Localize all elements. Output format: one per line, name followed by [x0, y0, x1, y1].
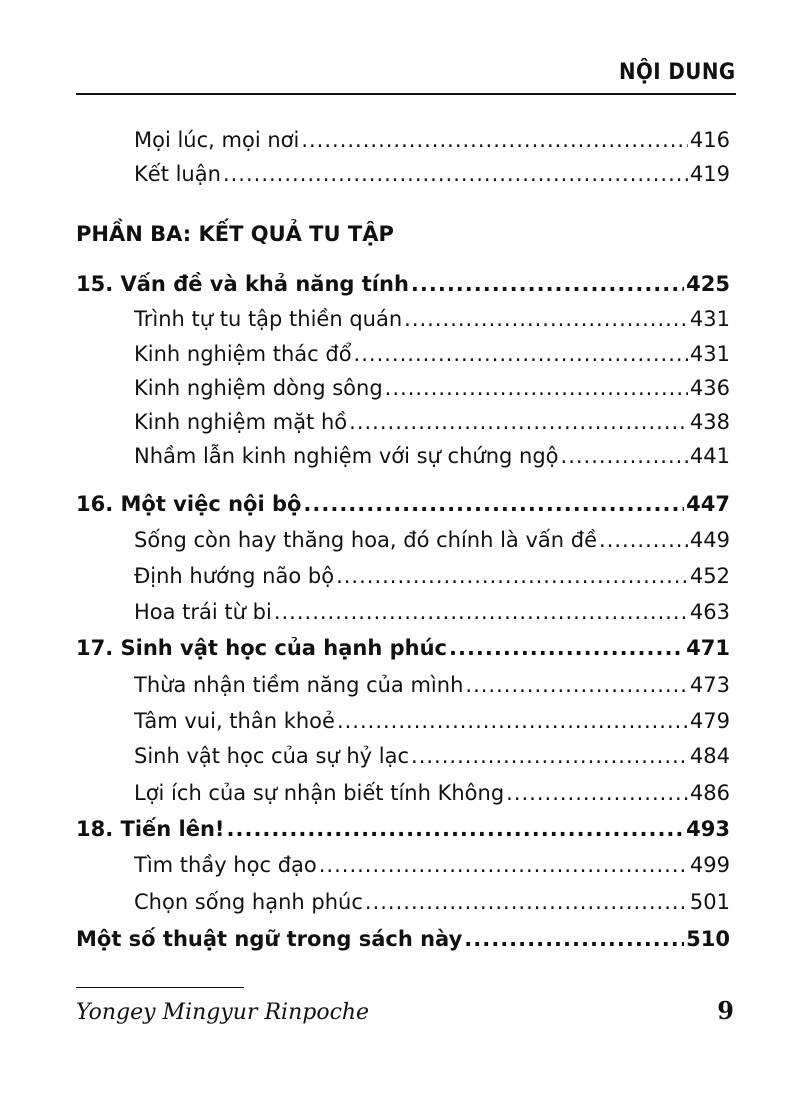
toc-entry-page: 431: [689, 342, 730, 366]
toc-entry[interactable]: [134, 307, 730, 331]
toc-entry-page: 452: [689, 564, 730, 588]
toc-entry-page: 436: [689, 376, 730, 400]
toc-entry-page: 447: [686, 492, 730, 516]
toc-entry-page: 493: [686, 817, 730, 841]
dot-leader: [349, 410, 688, 434]
dot-leader: [303, 492, 684, 516]
toc-entry-page: 419: [689, 162, 730, 186]
toc-entry-title: Lợi ích của sự nhận biết tính Không: [134, 781, 505, 805]
toc-entry-page: 486: [689, 781, 730, 805]
toc-entry-title: Tìm thầy học đạo: [134, 853, 317, 877]
toc-entry-title: Trình tự tu tập thiền quán: [134, 307, 403, 331]
footer-author: Yongey Mingyur Rinpoche: [76, 1000, 370, 1025]
toc-entry-page: 449: [689, 528, 730, 552]
toc-entry[interactable]: [134, 528, 730, 552]
toc-entry-title: Định hướng não bộ: [134, 564, 335, 588]
toc-entry[interactable]: [134, 444, 730, 468]
footer-rule: [76, 987, 244, 988]
toc-entry-page: 499: [689, 853, 730, 877]
toc-entry-page: 501: [689, 890, 730, 914]
toc-entry[interactable]: [134, 376, 730, 400]
toc-entry-title: 16. Một việc nội bộ: [76, 492, 302, 516]
toc-entry-page: 425: [686, 272, 730, 296]
dot-leader: [506, 781, 688, 805]
dot-leader: [411, 272, 684, 296]
toc-entry[interactable]: [134, 410, 730, 434]
page-number: 9: [717, 996, 734, 1025]
dot-leader: [385, 376, 688, 400]
dot-leader: [465, 673, 688, 697]
toc-entry-page: 416: [689, 128, 730, 152]
dot-leader: [301, 128, 688, 152]
toc-entry-page: 431: [689, 307, 730, 331]
header-rule: [76, 93, 736, 95]
toc-entry-title: Kết luận: [134, 162, 221, 186]
dot-leader: [223, 162, 688, 186]
toc-entry[interactable]: [134, 128, 730, 152]
toc-entry-title: Hoa trái từ bi: [134, 600, 272, 624]
dot-leader: [404, 307, 688, 331]
toc-entry[interactable]: [134, 673, 730, 697]
toc-entry-page: 473: [689, 673, 730, 697]
dot-leader: [411, 744, 688, 768]
dot-leader: [337, 709, 688, 733]
toc-entry-page: 471: [686, 636, 730, 660]
toc-entry-page: 510: [686, 927, 730, 951]
part-title: PHẦN BA: KẾT QUẢ TU TẬP: [76, 222, 394, 246]
toc-chapter-entry[interactable]: [76, 636, 730, 660]
toc-entry-title: Mọi lúc, mọi nơi: [134, 128, 300, 152]
toc-entry[interactable]: [134, 744, 730, 768]
toc-entry-title: Nhầm lẫn kinh nghiệm với sự chứng ngộ: [134, 444, 559, 468]
toc-entry-title: Tâm vui, thân khoẻ: [134, 709, 335, 733]
dot-leader: [561, 444, 688, 468]
toc-entry-page: 463: [689, 600, 730, 624]
toc-entry-page: 484: [689, 744, 730, 768]
toc-entry[interactable]: [134, 564, 730, 588]
dot-leader: [354, 342, 688, 366]
toc-entry-page: 479: [689, 709, 730, 733]
toc-entry[interactable]: [134, 600, 730, 624]
toc-entry[interactable]: [134, 853, 730, 877]
dot-leader: [319, 853, 688, 877]
toc-entry[interactable]: [134, 890, 730, 914]
toc-entry-title: Sống còn hay thăng hoa, đó chính là vấn đề: [134, 528, 598, 552]
dot-leader: [464, 927, 684, 951]
dot-leader: [365, 890, 688, 914]
toc-entry[interactable]: [134, 162, 730, 186]
dot-leader: [227, 817, 685, 841]
toc-entry-title: Kinh nghiệm thác đổ: [134, 342, 352, 366]
toc-entry-title: 17. Sinh vật học của hạnh phúc: [76, 636, 447, 660]
toc-entry-title: Chọn sống hạnh phúc: [134, 890, 363, 914]
toc-entry-title: Sinh vật học của sự hỷ lạc: [134, 744, 410, 768]
toc-chapter-entry[interactable]: [76, 492, 730, 516]
dot-leader: [336, 564, 688, 588]
toc-entry-title: 15. Vấn đề và khả năng tính: [76, 272, 409, 296]
running-header: NỘI DUNG: [619, 60, 736, 85]
toc-entry-title: Một số thuật ngữ trong sách này: [76, 927, 463, 951]
dot-leader: [449, 636, 684, 660]
toc-entry-title: Kinh nghiệm mặt hồ: [134, 410, 348, 434]
toc-chapter-entry[interactable]: [76, 272, 730, 296]
toc-entry[interactable]: [134, 781, 730, 805]
toc-entry-title: 18. Tiến lên!: [76, 817, 225, 841]
toc-entry-title: Kinh nghiệm dòng sông: [134, 376, 383, 400]
toc-entry-title: Thừa nhận tiềm năng của mình: [134, 673, 464, 697]
toc-entry[interactable]: [134, 342, 730, 366]
toc-entry-page: 438: [689, 410, 730, 434]
toc-chapter-entry[interactable]: [76, 817, 730, 841]
dot-leader: [274, 600, 688, 624]
toc-chapter-entry[interactable]: [76, 927, 730, 951]
dot-leader: [599, 528, 688, 552]
toc-entry-page: 441: [689, 444, 730, 468]
toc-entry[interactable]: [134, 709, 730, 733]
